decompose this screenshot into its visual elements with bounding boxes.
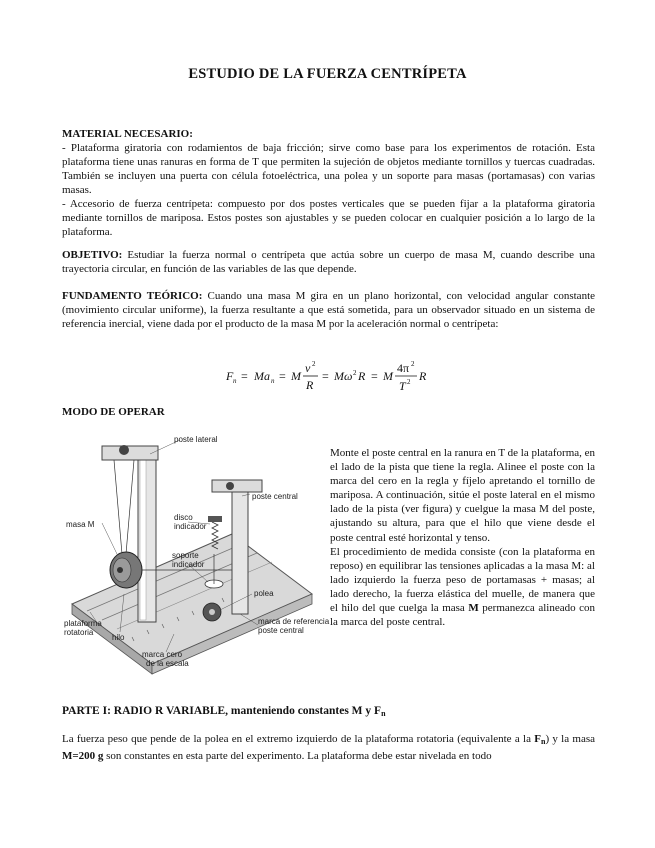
label-marca-cero: marca cero <box>142 650 183 659</box>
label-hilo: hilo <box>112 633 125 642</box>
label-soporte: soporte <box>172 551 199 560</box>
svg-text:R: R <box>419 369 427 383</box>
svg-text:2: 2 <box>407 378 411 386</box>
svg-text:n: n <box>271 377 275 385</box>
modo-section <box>62 405 595 419</box>
apparatus-figure <box>62 424 330 674</box>
objetivo-text: Estudiar la fuerza normal o centrípeta que actúa sobre un cuerpo de masa M, cuando describe una trayectoria circular, en función de las variables de las que depende. <box>62 249 595 275</box>
svg-text:v: v <box>305 361 311 375</box>
material-heading: MATERIAL NECESARIO: <box>62 128 193 140</box>
svg-text:R: R <box>358 369 366 383</box>
label-poste-lateral: poste lateral <box>174 435 218 444</box>
material-item-2: - Accesorio de fuerza centrípeta: compuesto por dos postes verticales que se pueden fijar a la plataforma giratoria mediante tornillos de mariposa. Estos postes son ajustables y se pueden colocar en cualquier posición a lo largo de la plataforma. <box>62 198 595 238</box>
label-masa-m: masa M <box>66 520 95 529</box>
svg-text:M: M <box>383 369 393 383</box>
page-title: ESTUDIO DE LA FUERZA CENTRÍPETA <box>188 66 467 82</box>
procedure-text <box>330 446 595 629</box>
parte1-text: La fuerza peso que pende de la polea en el extremo izquierdo de la plataforma rotatoria (equivalente a la $F_n$) y la masa M=200 g son constantes en esta parte del experimento. La plataforma debe estar nivelada en todo <box>62 733 595 762</box>
svg-text:=: = <box>371 369 378 383</box>
svg-text:2: 2 <box>353 369 357 377</box>
centripetal-force-formula <box>0 357 655 397</box>
svg-text:n: n <box>233 377 237 385</box>
fundamento-text: Cuando una masa M gira en un plano horizontal, con velocidad angular constante (movimiento circular uniforme), la fuerza resultante a que está sometida, para un observador situado en un sistema de referencia inercial, viene dada por el producto de la masa M por la aceleración normal o centrípeta: <box>62 290 596 330</box>
label-indicador: indicador <box>174 522 207 531</box>
svg-text:Ma: Ma <box>254 369 270 383</box>
parte1-heading: PARTE I: RADIO R VARIABLE, manteniendo constantes M y $F_n$ <box>62 705 386 718</box>
svg-text:4π: 4π <box>397 361 410 375</box>
label-indicador-2: indicador <box>172 560 205 569</box>
label-marca-cero-2: de la escala <box>146 659 189 668</box>
label-marca-referencia-2: poste central <box>258 626 304 635</box>
material-item-1: - Plataforma giratoria con rodamientos de baja fricción; sirve como base para los experimentos de rotación. Esta plataforma tiene unas ranuras en forma de T que permiten la sujeción de objetos mediante tornillos y tuercas cuadradas. También se incluyen una puerta con célula fotoeléctrica, una polea y un soporte para masas (portamasas) con varias masas. <box>62 142 595 196</box>
modo-heading: MODO DE OPERAR <box>62 406 165 418</box>
svg-text:=: = <box>241 369 248 383</box>
fundamento-section <box>62 289 595 331</box>
svg-text:T: T <box>399 379 406 393</box>
label-poste-central: poste central <box>252 492 298 501</box>
objetivo-heading: OBJETIVO: <box>62 249 123 261</box>
label-marca-referencia: marca de referencia <box>258 617 330 626</box>
label-rotatoria: rotatoria <box>64 628 94 637</box>
label-plataforma: plataforma <box>64 619 102 628</box>
procedure-p2: El procedimiento de medida consiste (con la plataforma en reposo) en equilibrar las tensiones aplicadas a la masa M: al lado izquierdo la fuerza peso de portamasas + masas; al lado derecho, la fuerza elástica del muelle, de manera que el hilo del que cuelga la masa M permanezca alineado con la marca del poste central. <box>330 545 596 629</box>
svg-text:2: 2 <box>312 360 316 368</box>
svg-text:R: R <box>306 378 314 392</box>
procedure-p1: Monte el poste central en la ranura en T de la plataforma, en el lado de la pista que tiene la regla. Alinee el poste con la marca del cero en la regla y fíjelo apretando el tornillo de mariposa. A continuación, sitúe el poste lateral en el mismo lado de la pista (ver figura) y cuelgue la masa M del poste, ajustando su altura, para que el hilo que viene desde el poste central esté horizontal y tenso. <box>330 447 596 544</box>
label-polea: polea <box>254 589 274 598</box>
svg-text:M: M <box>291 369 301 383</box>
label-disco: disco <box>174 513 193 522</box>
svg-text:Mω: Mω <box>334 369 353 383</box>
material-section <box>62 127 595 239</box>
fundamento-heading: FUNDAMENTO TEÓRICO: <box>62 290 203 302</box>
svg-text:2: 2 <box>411 360 415 368</box>
svg-text:=: = <box>322 369 329 383</box>
svg-text:F: F <box>226 369 234 383</box>
objetivo-section <box>62 248 595 276</box>
svg-text:=: = <box>279 369 286 383</box>
